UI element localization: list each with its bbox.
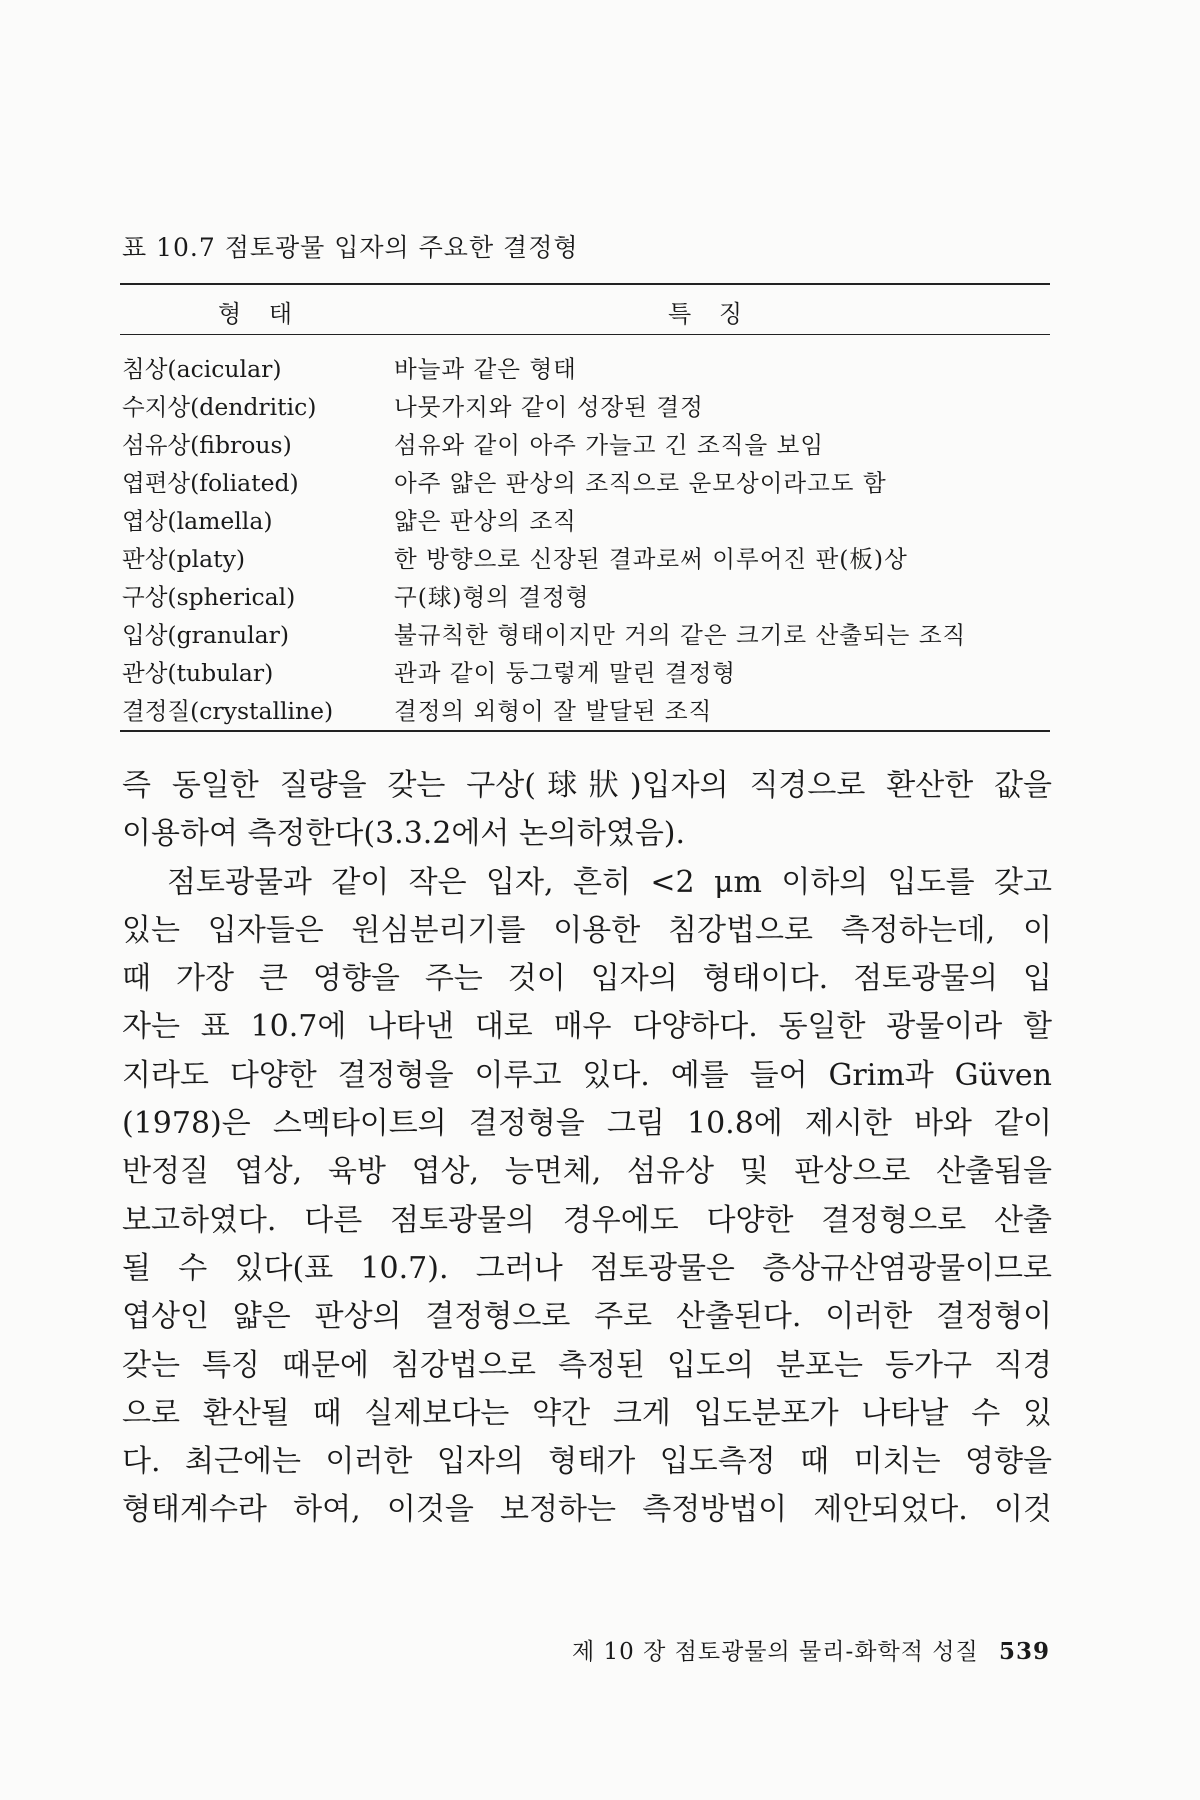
body-line: 될 수 있다(표 10.7). 그러나 점토광물은 층상규산염광물이므로 <box>122 1250 1052 1286</box>
table-cell-feature: 섬유와 같이 아주 가늘고 긴 조직을 보임 <box>394 431 825 459</box>
table-row <box>122 500 1050 538</box>
chapter-title: 제 10 장 점토광물의 물리-화학적 성질 <box>572 1639 979 1665</box>
table-cell-feature: 불규칙한 형태이지만 거의 같은 크기로 산출되는 조직 <box>394 621 967 649</box>
table-cell-feature: 관과 같이 둥그렇게 말린 결정형 <box>394 659 736 687</box>
table-row <box>122 424 1050 462</box>
table-header-form: 형 태 <box>218 300 302 328</box>
table-cell-feature: 얇은 판상의 조직 <box>394 507 577 535</box>
table-cell-form: 수지상(dendritic) <box>122 393 317 421</box>
table-cell-feature: 아주 얇은 판상의 조직으로 운모상이라고도 함 <box>394 469 887 497</box>
table-cell-feature: 결정의 외형이 잘 발달된 조직 <box>394 697 713 725</box>
table-cell-form: 침상(acicular) <box>122 355 282 383</box>
table-row <box>122 538 1050 576</box>
body-line: 자는 표 10.7에 나타낸 대로 매우 다양하다. 동일한 광물이라 할 <box>122 1009 1052 1045</box>
body-line: 엽상인 얇은 판상의 결정형으로 주로 산출된다. 이러한 결정형이 <box>122 1299 1052 1335</box>
table-row <box>122 576 1050 614</box>
table-caption: 표 10.7 점토광물 입자의 주요한 결정형 <box>122 233 579 262</box>
table-header-feature: 특 징 <box>668 300 752 328</box>
table-cell-feature: 나뭇가지와 같이 성장된 결정 <box>394 393 704 421</box>
body-line: 있는 입자들은 원심분리기를 이용한 침강법으로 측정하는데, 이 <box>122 912 1052 948</box>
table-cell-feature: 한 방향으로 신장된 결과로써 이루어진 판(板)상 <box>394 545 908 573</box>
body-line: 갖는 특징 때문에 침강법으로 측정된 입도의 분포는 등가구 직경 <box>122 1347 1052 1383</box>
body-line: 이용하여 측정한다(3.3.2에서 논의하였음). <box>122 816 686 852</box>
table-cell-form: 섬유상(fibrous) <box>122 431 292 459</box>
table-cell-form: 엽상(lamella) <box>122 507 273 535</box>
table-row <box>122 614 1050 652</box>
running-footer <box>572 1633 1050 1666</box>
table-header-rule <box>120 334 1050 335</box>
table-cell-form: 입상(granular) <box>122 621 290 649</box>
table-cell-feature: 구(球)형의 결정형 <box>394 583 590 611</box>
table-cell-form: 판상(platy) <box>122 545 246 573</box>
table-top-rule <box>120 283 1050 285</box>
body-line: 즉 동일한 질량을 갖는 구상(球狀)입자의 직경으로 환산한 값을 <box>122 768 1052 803</box>
table-row <box>122 690 1050 728</box>
body-line: 다. 최근에는 이러한 입자의 형태가 입도측정 때 미치는 영향을 <box>122 1444 1052 1480</box>
body-paragraphs <box>122 762 1052 1535</box>
table-cell-form: 관상(tubular) <box>122 659 274 687</box>
table-row <box>122 386 1050 424</box>
table-row <box>122 348 1050 386</box>
table-cell-feature: 바늘과 같은 형태 <box>394 355 577 383</box>
table-cell-form: 구상(spherical) <box>122 583 296 611</box>
body-line: 형태계수라 하여, 이것을 보정하는 측정방법이 제안되었다. 이것 <box>122 1492 1052 1528</box>
table-body <box>122 348 1050 728</box>
body-line: 반정질 엽상, 육방 엽상, 능면체, 섬유상 및 판상으로 산출됨을 <box>122 1154 1052 1190</box>
table-row <box>122 462 1050 500</box>
body-line: 때 가장 큰 영향을 주는 것이 입자의 형태이다. 점토광물의 입 <box>122 961 1052 997</box>
body-line: 지라도 다양한 결정형을 이루고 있다. 예를 들어 Grim과 Güven <box>122 1057 1052 1093</box>
table-bottom-rule <box>120 730 1050 732</box>
table-row <box>122 652 1050 690</box>
body-line: 점토광물과 같이 작은 입자, 흔히 <2 μm 이하의 입도를 갖고 <box>167 864 1052 900</box>
body-line: 보고하였다. 다른 점토광물의 경우에도 다양한 결정형으로 산출 <box>122 1202 1052 1238</box>
table-cell-form: 결정질(crystalline) <box>122 697 334 725</box>
table-cell-form: 엽편상(foliated) <box>122 469 299 497</box>
page-number: 539 <box>998 1638 1050 1665</box>
body-line: 으로 환산될 때 실제보다는 약간 크게 입도분포가 나타날 수 있 <box>122 1395 1052 1431</box>
body-line: (1978)은 스멕타이트의 결정형을 그림 10.8에 제시한 바와 같이 <box>122 1106 1052 1142</box>
